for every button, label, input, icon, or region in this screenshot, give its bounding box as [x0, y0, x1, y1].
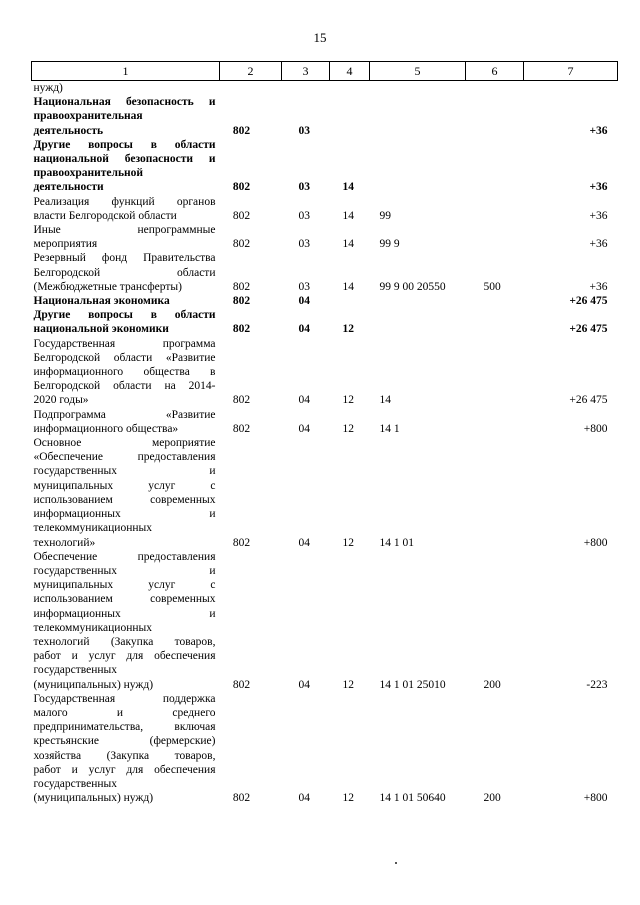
budget-table-container — [31, 61, 617, 805]
cell-subsection-code: 14 — [342, 209, 354, 222]
cell-expense-type: 200 — [483, 792, 501, 805]
cell-amount: +26 475 — [569, 394, 608, 407]
cell-target-article — [370, 81, 466, 96]
cell-main-code: 802 — [232, 124, 251, 137]
row-name-line: технологий» — [33, 536, 96, 549]
cell-amount: +800 — [583, 792, 608, 805]
row-name-line: Обеспечение предоставления — [33, 550, 216, 563]
cell-target-article — [370, 294, 466, 308]
cell-amount: -223 — [586, 678, 608, 691]
cell-main-code: 802 — [232, 295, 251, 308]
cell-main-code: 802 — [232, 238, 251, 251]
row-name-line: информационного общества в — [33, 366, 216, 379]
row-name-line: деятельность — [33, 124, 104, 137]
row-name-line: предпринимательства, включая — [33, 721, 216, 734]
row-name-line: хозяйства (Закупка товаров, — [33, 749, 216, 762]
cell-target-article — [370, 95, 466, 138]
row-name-line: национальной экономики — [33, 323, 169, 336]
row-name-line: малого и среднего — [33, 706, 216, 719]
row-name — [32, 223, 220, 251]
row-name-line: правоохранительной — [33, 167, 144, 180]
row-name-line: использованием современных — [33, 593, 216, 606]
cell-amount — [524, 81, 618, 96]
column-header-6: 6 — [466, 62, 524, 81]
row-name-line: (муниципальных) нужд) — [33, 678, 154, 691]
budget-table — [31, 61, 618, 805]
cell-section-code: 04 — [298, 394, 310, 407]
cell-expense-type: 200 — [483, 678, 501, 691]
row-name-line: крестьянские (фермерские) — [33, 735, 216, 748]
table-row — [32, 692, 618, 806]
cell-section-code — [282, 81, 330, 96]
cell-amount: +36 — [589, 280, 608, 293]
cell-subsection-code: 12 — [342, 536, 354, 549]
row-name — [32, 81, 220, 96]
cell-expense-type — [466, 408, 524, 436]
cell-subsection-code: 12 — [342, 678, 354, 691]
cell-target-article: 99 9 00 20550 — [379, 280, 446, 293]
column-header-4: 4 — [330, 62, 370, 81]
cell-main-code: 802 — [232, 323, 251, 336]
row-name-line: использованием современных — [33, 493, 216, 506]
cell-target-article: 14 1 01 50640 — [379, 792, 446, 805]
table-row — [32, 294, 618, 308]
cell-amount: +26 475 — [569, 295, 608, 308]
table-row — [32, 550, 618, 692]
cell-main-code: 802 — [232, 422, 251, 435]
row-name-line: государственных и — [33, 564, 216, 577]
row-name-line: Подпрограмма «Развитие — [33, 408, 216, 421]
cell-expense-type — [466, 138, 524, 195]
cell-expense-type — [466, 294, 524, 308]
table-row — [32, 195, 618, 223]
cell-expense-type — [466, 308, 524, 336]
table-row — [32, 337, 618, 408]
column-header-1: 1 — [32, 62, 220, 81]
row-name — [32, 294, 220, 308]
row-name — [32, 337, 220, 408]
table-body — [32, 81, 618, 806]
cell-expense-type — [466, 223, 524, 251]
column-header-5: 5 — [370, 62, 466, 81]
row-name-line: информационного общества» — [33, 422, 179, 435]
cell-main-code: 802 — [232, 280, 251, 293]
cell-expense-type — [466, 81, 524, 96]
row-name — [32, 138, 220, 195]
row-name-line: работ и услуг для обеспечения — [33, 763, 216, 776]
cell-section-code: 03 — [298, 238, 310, 251]
cell-amount: +26 475 — [569, 323, 608, 336]
row-name-line: Основное мероприятие — [33, 437, 216, 450]
row-name-line: деятельности — [33, 181, 104, 194]
row-name-line: Белгородской области на 2014- — [33, 380, 216, 393]
column-header-2: 2 — [220, 62, 282, 81]
row-name — [32, 550, 220, 692]
cell-subsection-code: 12 — [342, 792, 354, 805]
cell-section-code: 03 — [298, 209, 310, 222]
row-name — [32, 436, 220, 550]
row-name-line: власти Белгородской области — [33, 209, 177, 222]
page-number: 15 — [313, 30, 327, 45]
row-name — [32, 95, 220, 138]
row-name-line: «Обеспечение предоставления — [33, 451, 216, 464]
cell-amount: +800 — [583, 536, 608, 549]
row-name-line: государственных — [33, 777, 118, 790]
row-name-line: Белгородской области — [33, 266, 216, 279]
row-name-line: государственных — [33, 664, 118, 677]
cell-main-code: 802 — [232, 181, 251, 194]
row-name — [32, 408, 220, 436]
row-name — [32, 195, 220, 223]
cell-target-article: 99 — [379, 209, 391, 222]
cell-main-code: 802 — [232, 209, 251, 222]
row-name-line: (муниципальных) нужд) — [33, 792, 154, 805]
row-name-line: Национальная экономика — [33, 295, 170, 308]
row-name-line: Государственная программа — [33, 337, 216, 350]
row-name-line: Белгородской области «Развитие — [33, 351, 216, 364]
cell-section-code: 04 — [298, 422, 310, 435]
row-name — [32, 251, 220, 294]
column-header-7: 7 — [524, 62, 618, 81]
cell-subsection-code: 12 — [342, 422, 354, 435]
table-header — [32, 62, 618, 81]
row-name-line: телекоммуникационных — [33, 522, 152, 535]
column-header-3: 3 — [282, 62, 330, 81]
row-name-line: Реализация функций органов — [33, 195, 216, 208]
row-name — [32, 692, 220, 806]
row-name-line: правоохранительная — [33, 110, 143, 123]
cell-expense-type: 500 — [483, 280, 501, 293]
cell-target-article — [370, 138, 466, 195]
table-row — [32, 251, 618, 294]
cell-section-code: 04 — [298, 536, 310, 549]
row-name-line: нужд) — [33, 82, 63, 94]
row-name-line: 2020 годы» — [33, 394, 89, 407]
cell-section-code: 03 — [298, 124, 310, 137]
cell-subsection-code: 12 — [342, 394, 354, 407]
table-row — [32, 436, 618, 550]
cell-section-code: 04 — [298, 323, 310, 336]
row-name-line: телекоммуникационных — [33, 621, 152, 634]
row-name-line: (Межбюджетные трансферты) — [33, 280, 182, 293]
cell-expense-type — [466, 95, 524, 138]
table-row — [32, 223, 618, 251]
cell-subsection-code: 14 — [342, 280, 354, 293]
cell-subsection-code — [330, 294, 370, 308]
cell-subsection-code — [330, 81, 370, 96]
table-row — [32, 95, 618, 138]
cell-main-code: 802 — [232, 678, 251, 691]
cell-expense-type — [466, 195, 524, 223]
cell-target-article: 14 1 — [379, 422, 400, 435]
cell-section-code: 04 — [298, 678, 310, 691]
table-row — [32, 308, 618, 336]
cell-section-code: 03 — [298, 280, 310, 293]
cell-amount: +36 — [589, 209, 608, 222]
cell-expense-type — [466, 436, 524, 550]
row-name — [32, 308, 220, 336]
cell-main-code: 802 — [232, 536, 251, 549]
row-name-line: работ и услуг для обеспечения — [33, 650, 216, 663]
cell-subsection-code: 14 — [342, 238, 354, 251]
cell-main-code — [220, 81, 282, 96]
row-name-line: технологий (Закупка товаров, — [33, 635, 216, 648]
cell-amount: +36 — [589, 124, 608, 137]
cell-section-code: 03 — [298, 181, 310, 194]
cell-subsection-code — [330, 95, 370, 138]
cell-amount: +36 — [589, 181, 608, 194]
cell-target-article: 14 1 01 25010 — [379, 678, 446, 691]
row-name-line: муниципальных услуг с — [33, 479, 216, 492]
cell-section-code: 04 — [298, 792, 310, 805]
row-name-line: муниципальных услуг с — [33, 579, 216, 592]
cell-target-article: 14 1 01 — [379, 536, 414, 549]
cell-target-article: 99 9 — [379, 238, 400, 251]
table-row — [32, 138, 618, 195]
cell-expense-type — [466, 337, 524, 408]
row-name-line: информационных и — [33, 508, 216, 521]
cell-target-article — [370, 308, 466, 336]
table-row — [32, 408, 618, 436]
row-name-line: информационных и — [33, 607, 216, 620]
row-name-line: Государственная поддержка — [33, 692, 216, 705]
row-name-line: государственных и — [33, 465, 216, 478]
cell-subsection-code: 14 — [342, 181, 354, 194]
cell-section-code: 04 — [298, 295, 310, 308]
row-name-line: Другие вопросы в области — [33, 138, 216, 151]
cell-amount: +800 — [583, 422, 608, 435]
cell-subsection-code: 12 — [342, 323, 354, 336]
row-name-line: мероприятия — [33, 238, 98, 251]
scan-dot — [395, 862, 397, 864]
cell-main-code: 802 — [232, 394, 251, 407]
cell-target-article: 14 — [379, 394, 391, 407]
cell-amount: +36 — [589, 238, 608, 251]
row-name-line: Иные непрограммные — [33, 224, 216, 237]
row-name-line: Другие вопросы в области — [33, 309, 216, 322]
row-name-line: Резервный фонд Правительства — [33, 252, 216, 265]
cell-main-code: 802 — [232, 792, 251, 805]
table-row — [32, 81, 618, 96]
row-name-line: национальной безопасности и — [33, 153, 216, 166]
row-name-line: Национальная безопасность и — [33, 96, 216, 109]
